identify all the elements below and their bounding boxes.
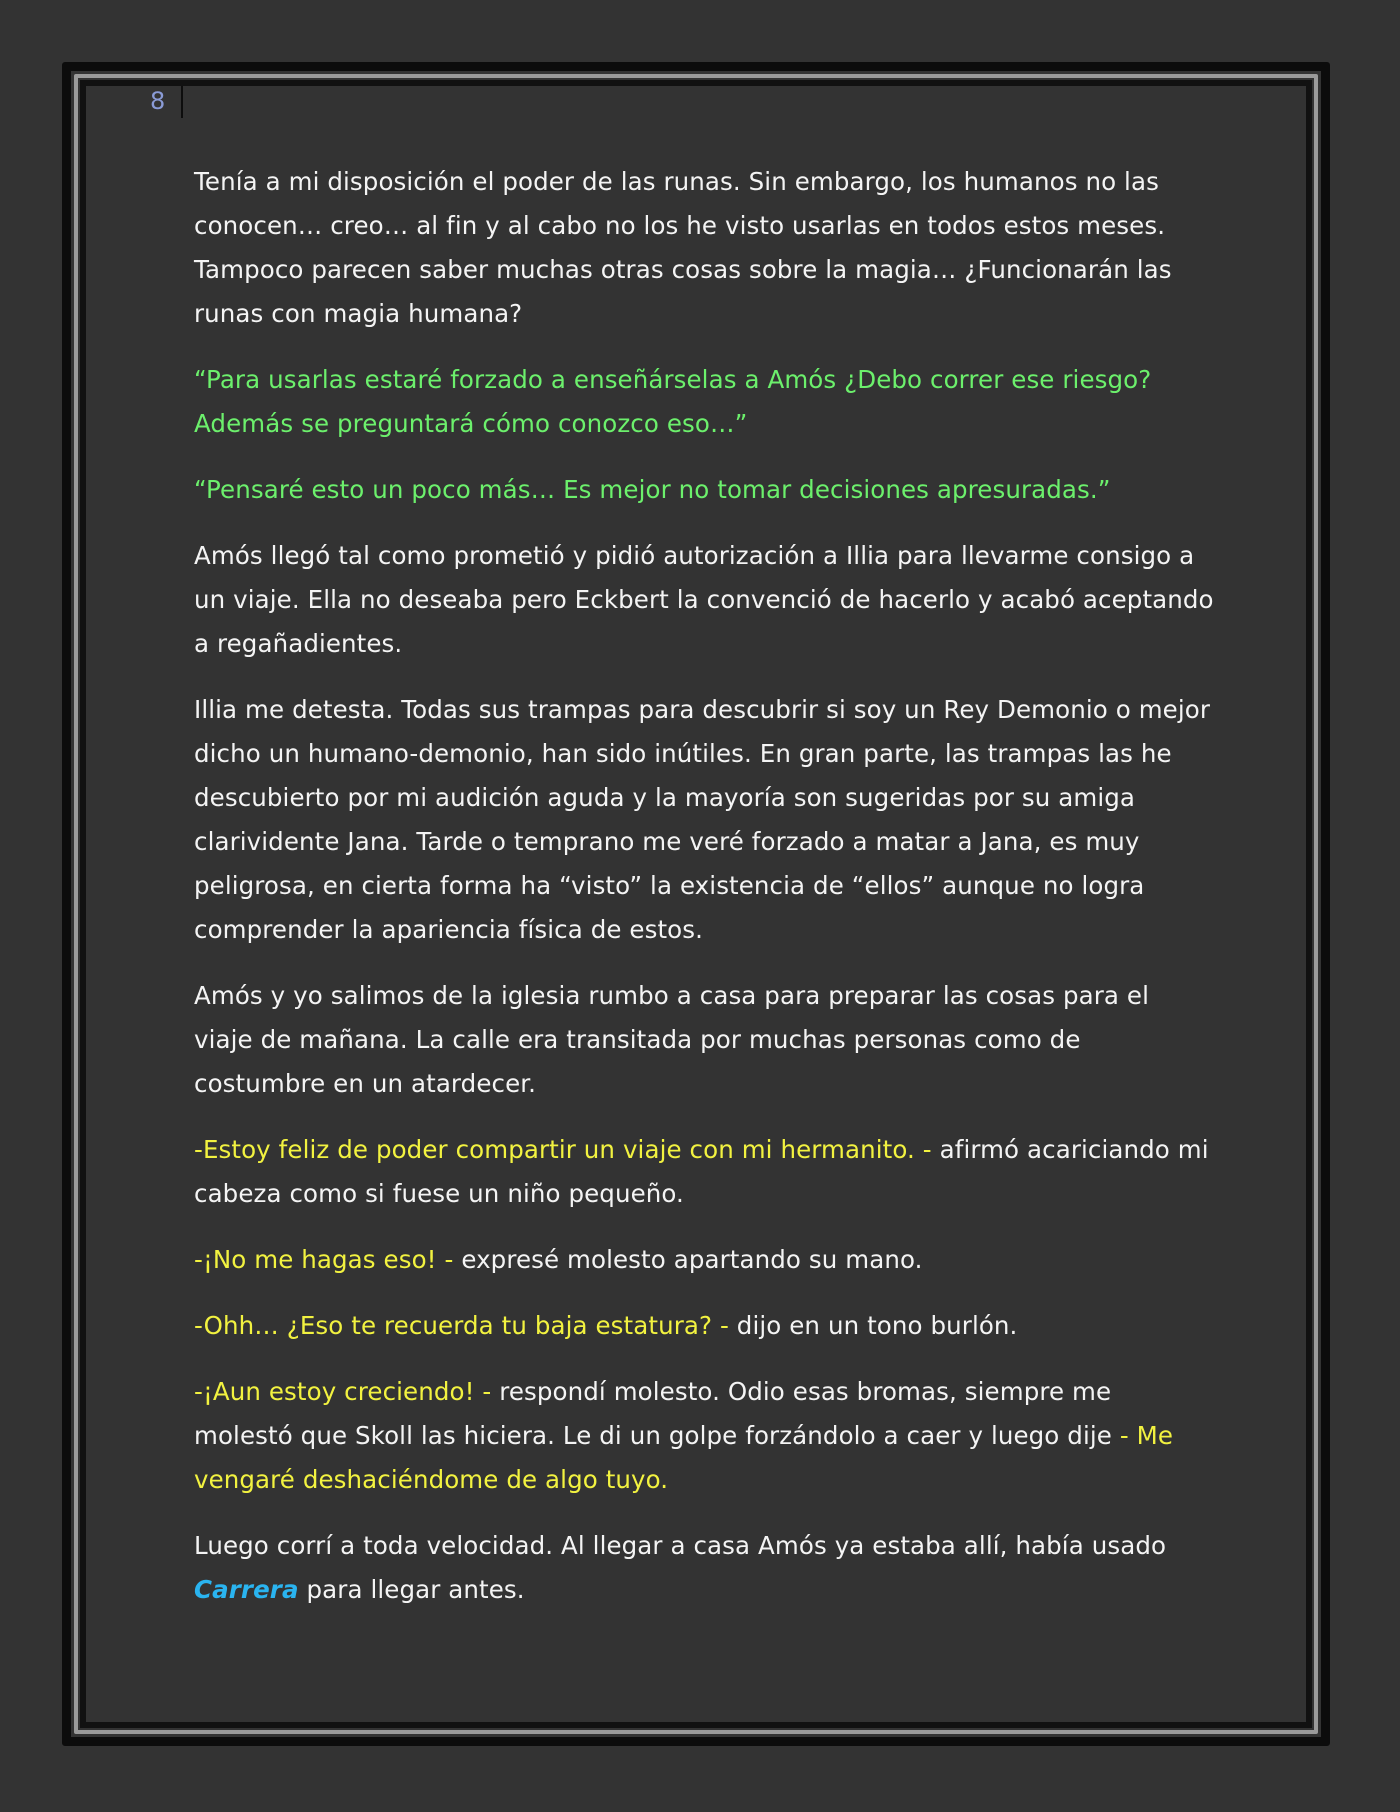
dialogue-tag: afirmó acariciando mi cabeza como si fuese un niño pequeño. <box>194 1135 1209 1208</box>
dialogue-line: -¡No me hagas eso! - <box>194 1245 454 1274</box>
dialogue-tag: dijo en un tono burlón. <box>728 1311 1018 1340</box>
paragraph-narration <box>194 1524 1214 1612</box>
paragraph-dialogue <box>194 1304 1214 1348</box>
paragraph-narration: Tenía a mi disposición el poder de las runas. Sin embargo, los humanos no las conocen… creo… al fin y al cabo no los he visto usarlas en todos estos meses. Tampoco parecen saber muchas otras cosas sobre la magia… ¿Funcionarán las runas con magia humana? <box>194 167 1172 328</box>
narration-text: para llegar antes. <box>298 1575 525 1604</box>
skill-name: Carrera <box>194 1575 299 1604</box>
narration-text: Luego corrí a toda velocidad. Al llegar a casa Amós ya estaba allí, había usado <box>194 1531 1167 1560</box>
dialogue-line: -Ohh… ¿Eso te recuerda tu baja estatura? - <box>194 1311 729 1340</box>
paragraph-narration: Amós y yo salimos de la iglesia rumbo a casa para preparar las cosas para el viaje de mañana. La calle era transitada por muchas personas como de costumbre en un atardecer. <box>194 981 1150 1098</box>
paragraph-dialogue <box>194 1128 1214 1216</box>
page-number-divider <box>181 86 183 118</box>
paragraph-dialogue <box>194 1370 1214 1502</box>
dialogue-tag: respondí molesto. Odio esas bromas, siempre me molestó que Skoll las hiciera. Le di un golpe forzándolo a caer y luego dije <box>194 1377 1120 1450</box>
paragraph-narration: Illia me detesta. Todas sus trampas para descubrir si soy un Rey Demonio o mejor dicho un humano-demonio, han sido inútiles. En gran parte, las trampas las he descubierto por mi audición aguda y la mayoría son sugeridas por su amiga clarividente Jana. Tarde o temprano me veré forzado a matar a Jana, es muy peligrosa, en cierta forma ha “visto” la existencia de “ellos” aunque no logra comprender la apariencia física de estos. <box>194 695 1211 944</box>
paragraph-narration: Amós llegó tal como prometió y pidió autorización a Illia para llevarme consigo a un viaje. Ella no deseaba pero Eckbert la convenció de hacerlo y acabó aceptando a regañadientes. <box>194 541 1214 658</box>
paragraph-thought: “Pensaré esto un poco más… Es mejor no tomar decisiones apresuradas.” <box>194 475 1111 504</box>
paragraph-thought: “Para usarlas estaré forzado a enseñárselas a Amós ¿Debo correr ese riesgo? Además se preguntará cómo conozco eso…” <box>194 365 1152 438</box>
paragraph-dialogue <box>194 1238 1214 1282</box>
dialogue-line: -Estoy feliz de poder compartir un viaje con mi hermanito. - <box>194 1135 932 1164</box>
page-number: 8 <box>150 87 166 115</box>
dialogue-line: - Me vengaré deshaciéndome de algo tuyo. <box>194 1421 1174 1494</box>
dialogue-tag: expresé molesto apartando su mano. <box>453 1245 923 1274</box>
story-text <box>194 160 1214 1634</box>
dialogue-line: -¡Aun estoy creciendo! - <box>194 1377 492 1406</box>
